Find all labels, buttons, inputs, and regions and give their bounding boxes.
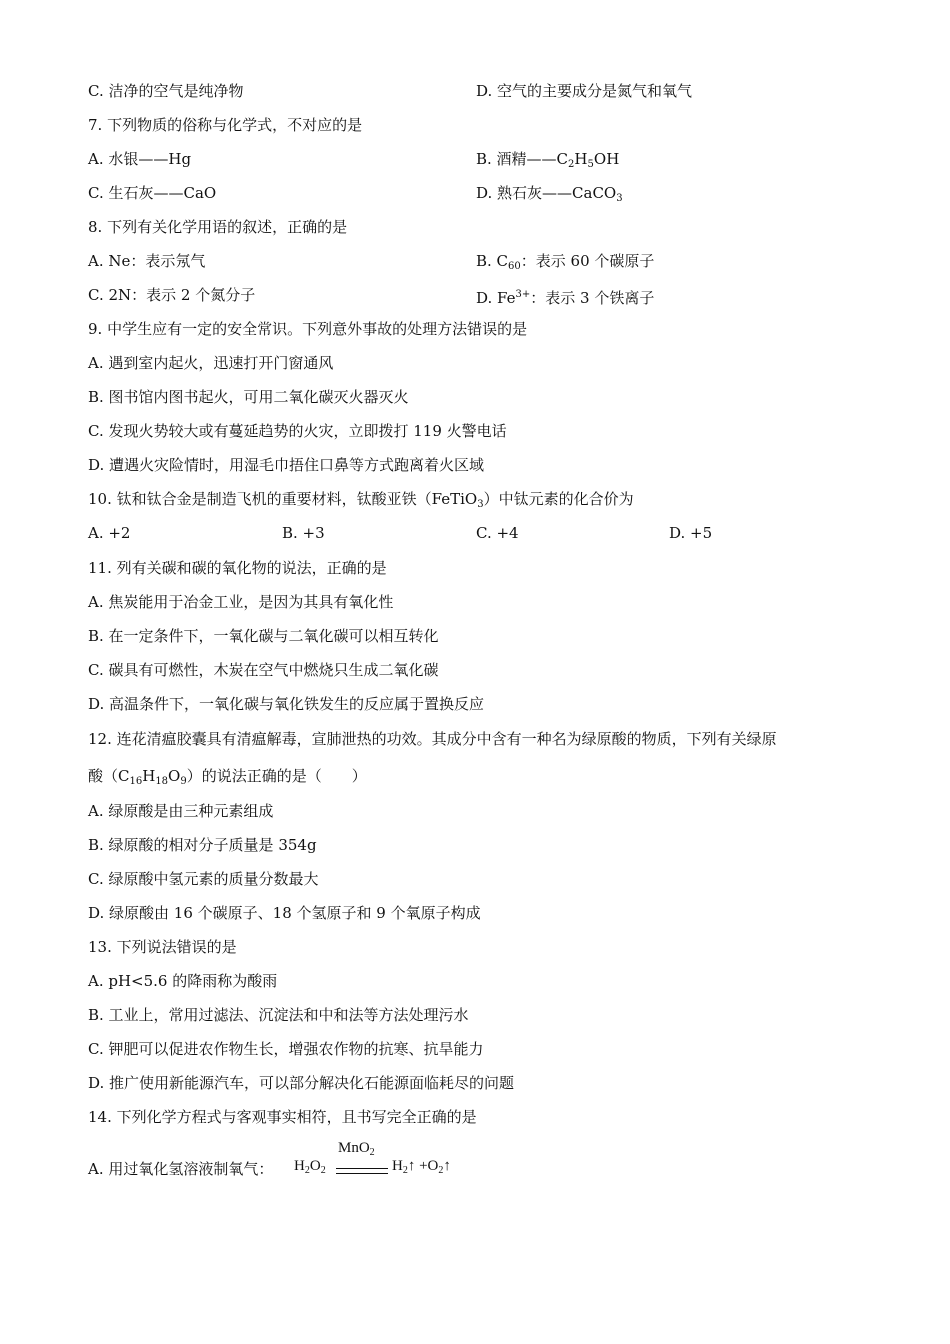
q14-option-a-label: A. 用过氧化氢溶液制氧气： bbox=[88, 1160, 274, 1178]
equation-condition: MnO$_2$ bbox=[338, 1140, 375, 1158]
q7-option-c: C. 生石灰——CaO bbox=[88, 184, 217, 202]
q10-option-d: D. +5 bbox=[669, 524, 713, 542]
question-13: 13. 下列说法错误的是 bbox=[88, 938, 237, 956]
question-12-line-2: 酸$(C_{16}H_{18}O_9)$的说法正确的是（ ） bbox=[88, 767, 367, 787]
q8-option-c: C. 2N：表示 2 个氮分子 bbox=[88, 286, 256, 304]
q11-option-d: D. 高温条件下，一氧化碳与氧化铁发生的反应属于置换反应 bbox=[88, 695, 485, 713]
q7-option-d: D. 熟石灰——CaCO$_3$ bbox=[476, 184, 623, 204]
equation-reactant: $H_2O_2$ bbox=[294, 1158, 326, 1176]
q12-option-d: D. 绿原酸由 16 个碳原子、18 个氢原子和 9 个氧原子构成 bbox=[88, 904, 481, 922]
q12-option-b: B. 绿原酸的相对分子质量是 354g bbox=[88, 836, 317, 854]
q8-option-a: A. Ne：表示氖气 bbox=[88, 252, 206, 270]
question-9: 9. 中学生应有一定的安全常识。下列意外事故的处理方法错误的是 bbox=[88, 320, 528, 338]
q9-option-d: D. 遭遇火灾险情时，用湿毛巾捂住口鼻等方式跑离着火区域 bbox=[88, 456, 485, 474]
question-14: 14. 下列化学方程式与客观事实相符，且书写完全正确的是 bbox=[88, 1108, 477, 1126]
q7-option-b: B. 酒精$——C_2H_5OH$ bbox=[476, 150, 620, 170]
q13-option-c: C. 钾肥可以促进农作物生长，增强农作物的抗寒、抗旱能力 bbox=[88, 1040, 484, 1058]
q10-option-a: A. +2 bbox=[88, 524, 131, 542]
q13-option-a: A. pH<5.6 的降雨称为酸雨 bbox=[88, 972, 278, 990]
q12-option-c: C. 绿原酸中氢元素的质量分数最大 bbox=[88, 870, 319, 888]
q10-option-b: B. +3 bbox=[282, 524, 325, 542]
question-7: 7. 下列物质的俗称与化学式，不对应的是 bbox=[88, 116, 363, 134]
question-8: 8. 下列有关化学用语的叙述，正确的是 bbox=[88, 218, 348, 236]
q11-option-a: A. 焦炭能用于冶金工业，是因为其具有氧化性 bbox=[88, 593, 394, 611]
q11-option-b: B. 在一定条件下，一氧化碳与二氧化碳可以相互转化 bbox=[88, 627, 439, 645]
q8-option-b: B. $C_{60}$：表示 60 个碳原子 bbox=[476, 252, 655, 272]
q9-option-a: A. 遇到室内起火，迅速打开门窗通风 bbox=[88, 354, 334, 372]
q6-option-d: D. 空气的主要成分是氮气和氧气 bbox=[476, 82, 693, 100]
q9-option-c: C. 发现火势较大或有蔓延趋势的火灾，立即拨打 119 火警电话 bbox=[88, 422, 507, 440]
question-10: 10. 钛和钛合金是制造飞机的重要材料，钛酸亚铁（FeTiO$_3$）中钛元素的化合价为 bbox=[88, 490, 634, 510]
q9-option-b: B. 图书馆内图书起火，可用二氧化碳灭火器灭火 bbox=[88, 388, 409, 406]
question-11: 11. 列有关碳和碳的氧化物的说法，正确的是 bbox=[88, 559, 387, 577]
q6-option-c: C. 洁净的空气是纯净物 bbox=[88, 82, 244, 100]
q12-option-a: A. 绿原酸是由三种元素组成 bbox=[88, 802, 274, 820]
q11-option-c: C. 碳具有可燃性，木炭在空气中燃烧只生成二氧化碳 bbox=[88, 661, 439, 679]
q7-option-a: A. 水银——Hg bbox=[88, 150, 192, 168]
q13-option-d: D. 推广使用新能源汽车，可以部分解决化石能源面临耗尽的问题 bbox=[88, 1074, 515, 1092]
question-12-line-1: 12. 连花清瘟胶囊具有清瘟解毒，宣肺泄热的功效。其成分中含有一种名为绿原酸的物质，下列有关绿原 bbox=[88, 730, 777, 748]
q10-option-c: C. +4 bbox=[476, 524, 519, 542]
q13-option-b: B. 工业上，常用过滤法、沉淀法和中和法等方法处理污水 bbox=[88, 1006, 469, 1024]
equation-equals-sign bbox=[336, 1168, 388, 1174]
equation-products: $H_2↑$ $+O_2↑$ bbox=[392, 1158, 451, 1176]
q8-option-d: D. $Fe^{3+}$：表示 3 个铁离子 bbox=[476, 289, 655, 307]
